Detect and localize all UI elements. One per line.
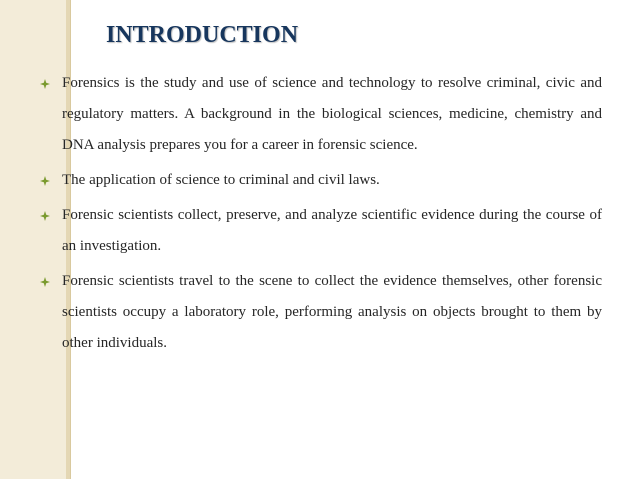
four-point-star-icon (40, 211, 50, 221)
four-point-star-icon (40, 277, 50, 287)
bullet-text: Forensics is the study and use of science and technology to resolve criminal, civic and regulatory matters. A background in the biological sciences, medicine, chemistry and DNA analysis prepares you for a career in forensic science. (62, 75, 602, 153)
bullet-item (36, 68, 602, 161)
four-point-star-icon (40, 176, 50, 186)
bullet-item (36, 165, 602, 196)
bullet-item (36, 200, 602, 262)
bullet-text: Forensic scientists travel to the scene to collect the evidence themselves, other forensic scientists occupy a laboratory role, performing analysis on objects brought to them by other individuals. (62, 273, 602, 351)
slide-title: INTRODUCTION (106, 22, 299, 48)
bullet-text: The application of science to criminal and civil laws. (62, 172, 380, 188)
four-point-star-icon (40, 79, 50, 89)
bullet-list (36, 68, 602, 363)
bullet-text: Forensic scientists collect, preserve, and analyze scientific evidence during the course of an investigation. (62, 207, 602, 254)
bullet-item (36, 266, 602, 359)
